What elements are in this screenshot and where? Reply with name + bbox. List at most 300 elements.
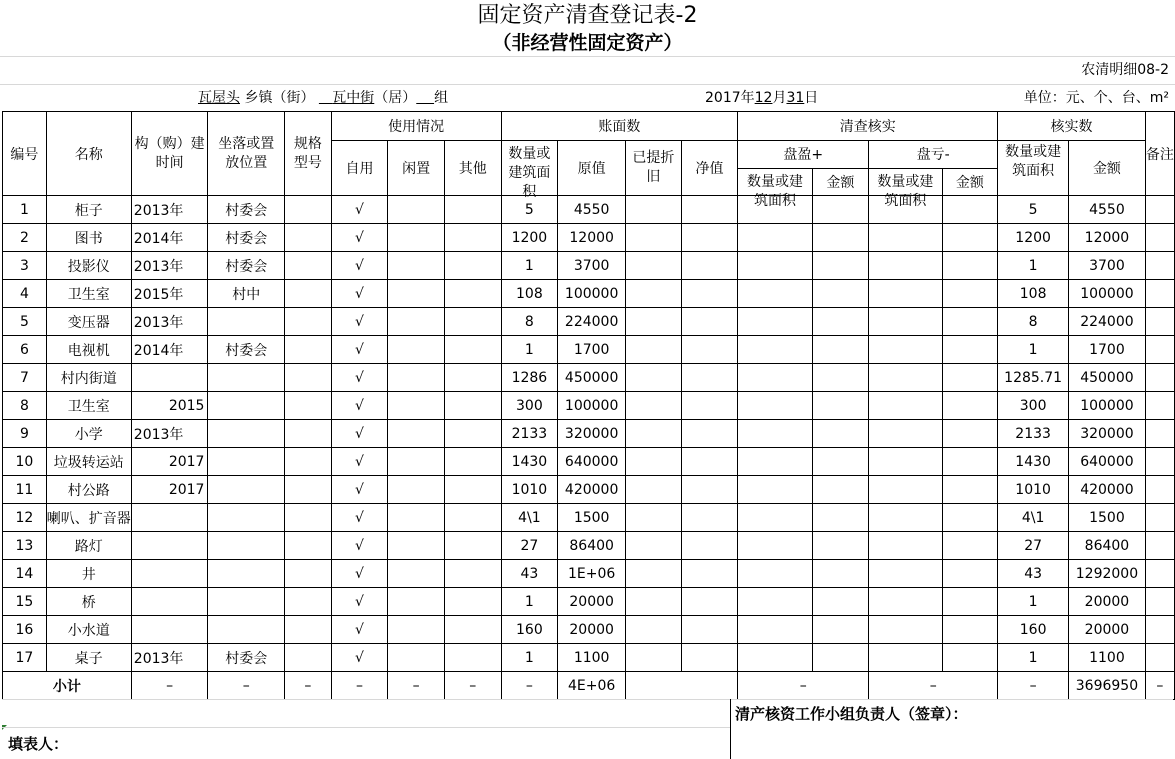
row-verified-qty: 1 <box>998 644 1069 672</box>
row-surplus-amount <box>812 364 869 392</box>
subtotal-spec: – <box>285 672 332 700</box>
row-book-orig: 4550 <box>558 196 626 224</box>
table-row <box>3 560 1175 588</box>
col-idle: 闲置 <box>388 141 445 196</box>
row-location: 村委会 <box>208 224 285 252</box>
row-deficit-amount <box>942 196 998 224</box>
table-row <box>3 588 1175 616</box>
col-book-dep: 已提折旧 <box>626 141 682 196</box>
row-built-time: 2013年 <box>131 308 208 336</box>
township-value: 瓦屋头 <box>198 90 240 106</box>
row-book-dep <box>626 560 682 588</box>
row-surplus-amount <box>812 504 869 532</box>
row-spec <box>285 280 332 308</box>
row-location <box>208 392 285 420</box>
row-self-use: √ <box>331 588 388 616</box>
row-book-net <box>681 616 738 644</box>
subtotal-book-orig: 4E+06 <box>558 672 626 700</box>
row-book-qty: 1 <box>501 644 558 672</box>
row-remark <box>1145 308 1174 336</box>
row-verified-amount: 100000 <box>1069 392 1146 420</box>
row-name: 喇叭、扩音器 <box>46 504 131 532</box>
row-surplus-qty <box>738 644 812 672</box>
table-row <box>3 532 1175 560</box>
row-built-time: 2014年 <box>131 336 208 364</box>
row-deficit-amount <box>942 420 998 448</box>
row-built-time: 2013年 <box>131 252 208 280</box>
row-surplus-qty <box>738 560 812 588</box>
col-book: 账面数 <box>501 112 738 141</box>
row-book-orig: 450000 <box>558 364 626 392</box>
col-name: 名称 <box>46 112 131 196</box>
filler-label: 填表人： <box>8 735 69 753</box>
row-deficit-amount <box>942 252 998 280</box>
row-verified-amount: 640000 <box>1069 448 1146 476</box>
row-built-time <box>131 364 208 392</box>
row-surplus-amount <box>812 560 869 588</box>
row-spec <box>285 420 332 448</box>
row-book-qty: 1430 <box>501 448 558 476</box>
row-book-dep <box>626 224 682 252</box>
row-no: 11 <box>3 476 47 504</box>
row-name: 村公路 <box>46 476 131 504</box>
subtotal-other: – <box>444 672 501 700</box>
row-no: 17 <box>3 644 47 672</box>
row-deficit-qty <box>869 308 942 336</box>
row-built-time: 2013年 <box>131 644 208 672</box>
row-verified-amount: 3700 <box>1069 252 1146 280</box>
row-verified-qty: 1200 <box>998 224 1069 252</box>
row-surplus-qty <box>738 448 812 476</box>
row-book-net <box>681 364 738 392</box>
row-other <box>444 336 501 364</box>
row-book-qty: 1 <box>501 336 558 364</box>
row-idle <box>388 532 445 560</box>
row-deficit-amount <box>942 560 998 588</box>
row-self-use: √ <box>331 504 388 532</box>
row-self-use: √ <box>331 308 388 336</box>
row-surplus-amount <box>812 308 869 336</box>
row-other <box>444 364 501 392</box>
row-location <box>208 308 285 336</box>
row-book-orig: 224000 <box>558 308 626 336</box>
row-deficit-amount <box>942 392 998 420</box>
row-remark <box>1145 336 1174 364</box>
row-book-orig: 86400 <box>558 532 626 560</box>
subtotal-label: 小计 <box>3 672 132 700</box>
row-idle <box>388 448 445 476</box>
row-self-use: √ <box>331 392 388 420</box>
row-spec <box>285 224 332 252</box>
row-book-orig: 1E+06 <box>558 560 626 588</box>
row-location <box>208 420 285 448</box>
row-remark <box>1145 364 1174 392</box>
row-name: 垃圾转运站 <box>46 448 131 476</box>
row-verified-amount: 86400 <box>1069 532 1146 560</box>
street-value: 瓦中街 <box>332 90 375 106</box>
row-name: 小水道 <box>46 616 131 644</box>
row-book-qty: 27 <box>501 532 558 560</box>
row-name: 卫生室 <box>46 392 131 420</box>
row-name: 投影仪 <box>46 252 131 280</box>
row-verified-qty: 5 <box>998 196 1069 224</box>
row-book-orig: 20000 <box>558 616 626 644</box>
row-deficit-qty <box>869 364 942 392</box>
row-location <box>208 560 285 588</box>
row-built-time <box>131 616 208 644</box>
row-book-qty: 1286 <box>501 364 558 392</box>
row-remark <box>1145 560 1174 588</box>
row-deficit-qty <box>869 588 942 616</box>
row-verified-amount: 1700 <box>1069 336 1146 364</box>
row-spec <box>285 364 332 392</box>
row-book-net <box>681 532 738 560</box>
row-verified-amount: 100000 <box>1069 280 1146 308</box>
row-self-use: √ <box>331 644 388 672</box>
row-book-dep <box>626 532 682 560</box>
col-other: 其他 <box>444 141 501 196</box>
row-book-dep <box>626 420 682 448</box>
row-book-net <box>681 476 738 504</box>
row-book-net <box>681 308 738 336</box>
row-deficit-qty <box>869 532 942 560</box>
row-self-use: √ <box>331 196 388 224</box>
row-name: 电视机 <box>46 336 131 364</box>
row-book-dep <box>626 252 682 280</box>
row-other <box>444 280 501 308</box>
row-surplus-qty <box>738 336 812 364</box>
row-remark <box>1145 504 1174 532</box>
row-location: 村委会 <box>208 644 285 672</box>
row-verified-amount: 12000 <box>1069 224 1146 252</box>
row-book-orig: 3700 <box>558 252 626 280</box>
table-row <box>3 196 1175 224</box>
row-remark <box>1145 196 1174 224</box>
row-surplus-amount <box>812 224 869 252</box>
row-verified-qty: 1 <box>998 588 1069 616</box>
row-deficit-amount <box>942 280 998 308</box>
row-location <box>208 532 285 560</box>
row-deficit-qty <box>869 560 942 588</box>
col-verified: 核实数 <box>998 112 1146 141</box>
row-surplus-amount <box>812 252 869 280</box>
row-surplus-qty <box>738 280 812 308</box>
row-other <box>444 560 501 588</box>
row-built-time: 2017 <box>131 476 208 504</box>
row-other <box>444 224 501 252</box>
row-surplus-amount <box>812 196 869 224</box>
row-book-qty: 1 <box>501 252 558 280</box>
row-book-orig: 100000 <box>558 280 626 308</box>
asset-table <box>2 111 1175 700</box>
row-name: 桌子 <box>46 644 131 672</box>
row-surplus-qty <box>738 392 812 420</box>
row-self-use: √ <box>331 336 388 364</box>
table-row <box>3 252 1175 280</box>
row-surplus-amount <box>812 588 869 616</box>
row-verified-amount: 320000 <box>1069 420 1146 448</box>
row-self-use: √ <box>331 476 388 504</box>
table-row <box>3 476 1175 504</box>
row-spec <box>285 616 332 644</box>
row-built-time: 2017 <box>131 448 208 476</box>
row-built-time <box>131 588 208 616</box>
subtotal-verified-qty: – <box>998 672 1069 700</box>
row-verified-qty: 2133 <box>998 420 1069 448</box>
row-surplus-qty <box>738 504 812 532</box>
row-no: 4 <box>3 280 47 308</box>
row-no: 6 <box>3 336 47 364</box>
row-no: 14 <box>3 560 47 588</box>
col-verified-qty: 数量或建筑面积 <box>998 141 1069 196</box>
row-name: 变压器 <box>46 308 131 336</box>
row-book-net <box>681 196 738 224</box>
row-book-qty: 160 <box>501 616 558 644</box>
table-row <box>3 448 1175 476</box>
row-spec <box>285 392 332 420</box>
row-book-net <box>681 392 738 420</box>
row-verified-qty: 1430 <box>998 448 1069 476</box>
row-other <box>444 196 501 224</box>
row-verified-qty: 160 <box>998 616 1069 644</box>
col-surplus-qty: 数量或建筑面积 <box>738 168 812 196</box>
table-row <box>3 504 1175 532</box>
subtotal-row <box>3 672 1175 700</box>
row-spec <box>285 588 332 616</box>
row-idle <box>388 392 445 420</box>
col-spec: 规格型号 <box>285 112 332 196</box>
col-verified-amount: 金额 <box>1069 141 1146 196</box>
row-surplus-qty <box>738 476 812 504</box>
row-verified-qty: 4\1 <box>998 504 1069 532</box>
row-location: 村委会 <box>208 196 285 224</box>
row-self-use: √ <box>331 560 388 588</box>
table-row <box>3 616 1175 644</box>
row-surplus-amount <box>812 476 869 504</box>
row-book-qty: 300 <box>501 392 558 420</box>
col-location: 坐落或置放位置 <box>208 112 285 196</box>
row-spec <box>285 476 332 504</box>
row-deficit-amount <box>942 224 998 252</box>
row-deficit-amount <box>942 644 998 672</box>
col-self-use: 自用 <box>331 141 388 196</box>
row-deficit-amount <box>942 616 998 644</box>
row-location: 村委会 <box>208 336 285 364</box>
row-idle <box>388 252 445 280</box>
row-book-orig: 100000 <box>558 392 626 420</box>
row-name: 村内街道 <box>46 364 131 392</box>
row-verified-qty: 108 <box>998 280 1069 308</box>
row-no: 13 <box>3 532 47 560</box>
row-book-net <box>681 224 738 252</box>
row-book-qty: 43 <box>501 560 558 588</box>
row-book-orig: 12000 <box>558 224 626 252</box>
subtotal-book-dep <box>626 672 738 700</box>
col-surplus: 盘盈+ <box>738 141 869 169</box>
row-book-dep <box>626 476 682 504</box>
row-idle <box>388 224 445 252</box>
row-book-qty: 108 <box>501 280 558 308</box>
table-row <box>3 280 1175 308</box>
row-verified-amount: 224000 <box>1069 308 1146 336</box>
row-no: 8 <box>3 392 47 420</box>
col-deficit-amount: 金额 <box>942 168 998 196</box>
row-other <box>444 448 501 476</box>
row-deficit-amount <box>942 308 998 336</box>
table-row <box>3 392 1175 420</box>
row-remark <box>1145 532 1174 560</box>
row-book-dep <box>626 588 682 616</box>
row-surplus-amount <box>812 448 869 476</box>
row-remark <box>1145 616 1174 644</box>
row-location <box>208 448 285 476</box>
row-book-orig: 1100 <box>558 644 626 672</box>
row-verified-qty: 1010 <box>998 476 1069 504</box>
row-idle <box>388 588 445 616</box>
row-deficit-amount <box>942 504 998 532</box>
row-deficit-amount <box>942 476 998 504</box>
row-deficit-qty <box>869 420 942 448</box>
page-title: 固定资产清查登记表-2 <box>477 3 698 28</box>
row-other <box>444 392 501 420</box>
row-spec <box>285 532 332 560</box>
row-book-qty: 2133 <box>501 420 558 448</box>
row-spec <box>285 308 332 336</box>
row-built-time <box>131 504 208 532</box>
row-location <box>208 476 285 504</box>
row-verified-amount: 420000 <box>1069 476 1146 504</box>
row-name: 柜子 <box>46 196 131 224</box>
row-book-net <box>681 280 738 308</box>
row-surplus-amount <box>812 392 869 420</box>
col-deficit: 盘亏- <box>869 141 998 169</box>
row-idle <box>388 308 445 336</box>
row-deficit-qty <box>869 644 942 672</box>
col-no: 编号 <box>3 112 47 196</box>
subtotal-self-use: – <box>331 672 388 700</box>
row-surplus-amount <box>812 532 869 560</box>
row-deficit-qty <box>869 616 942 644</box>
row-idle <box>388 476 445 504</box>
row-book-orig: 20000 <box>558 588 626 616</box>
row-built-time: 2015年 <box>131 280 208 308</box>
row-self-use: √ <box>331 364 388 392</box>
row-verified-amount: 450000 <box>1069 364 1146 392</box>
row-book-qty: 1 <box>501 588 558 616</box>
row-verified-amount: 1292000 <box>1069 560 1146 588</box>
row-self-use: √ <box>331 616 388 644</box>
subtotal-deficit: – <box>869 672 998 700</box>
row-book-net <box>681 588 738 616</box>
row-other <box>444 504 501 532</box>
row-other <box>444 616 501 644</box>
row-name: 小学 <box>46 420 131 448</box>
township-label: 乡镇（街） <box>244 90 315 106</box>
row-deficit-qty <box>869 280 942 308</box>
col-surplus-amount: 金额 <box>812 168 869 196</box>
row-book-net <box>681 560 738 588</box>
row-deficit-qty <box>869 392 942 420</box>
row-idle <box>388 504 445 532</box>
location-info <box>198 86 448 110</box>
row-no: 16 <box>3 616 47 644</box>
row-location <box>208 364 285 392</box>
row-surplus-qty <box>738 224 812 252</box>
row-no: 1 <box>3 196 47 224</box>
row-no: 3 <box>3 252 47 280</box>
row-book-orig: 640000 <box>558 448 626 476</box>
table-row <box>3 308 1175 336</box>
row-no: 2 <box>3 224 47 252</box>
row-idle <box>388 364 445 392</box>
row-book-dep <box>626 196 682 224</box>
row-book-orig: 1700 <box>558 336 626 364</box>
row-verified-amount: 1100 <box>1069 644 1146 672</box>
row-verified-qty: 1285.71 <box>998 364 1069 392</box>
row-other <box>444 420 501 448</box>
row-verified-amount: 20000 <box>1069 616 1146 644</box>
row-book-net <box>681 252 738 280</box>
row-book-dep <box>626 392 682 420</box>
row-deficit-qty <box>869 476 942 504</box>
row-surplus-qty <box>738 420 812 448</box>
row-surplus-amount <box>812 644 869 672</box>
row-surplus-amount <box>812 420 869 448</box>
subtotal-built: – <box>131 672 208 700</box>
row-remark <box>1145 448 1174 476</box>
row-spec <box>285 644 332 672</box>
row-location <box>208 504 285 532</box>
row-surplus-qty <box>738 588 812 616</box>
row-verified-qty: 43 <box>998 560 1069 588</box>
row-built-time <box>131 532 208 560</box>
row-book-dep <box>626 364 682 392</box>
row-remark <box>1145 392 1174 420</box>
row-spec <box>285 196 332 224</box>
row-deficit-amount <box>942 364 998 392</box>
row-remark <box>1145 476 1174 504</box>
row-built-time: 2013年 <box>131 420 208 448</box>
row-book-orig: 420000 <box>558 476 626 504</box>
row-deficit-qty <box>869 252 942 280</box>
table-row <box>3 336 1175 364</box>
row-self-use: √ <box>331 252 388 280</box>
row-name: 图书 <box>46 224 131 252</box>
row-remark <box>1145 224 1174 252</box>
row-spec <box>285 252 332 280</box>
row-idle <box>388 280 445 308</box>
row-verified-qty: 1 <box>998 252 1069 280</box>
col-book-qty: 数量或建筑面积 <box>501 141 558 196</box>
row-book-dep <box>626 336 682 364</box>
row-book-orig: 320000 <box>558 420 626 448</box>
form-code: 农清明细08-2 <box>1081 62 1169 78</box>
row-book-dep <box>626 504 682 532</box>
subtotal-idle: – <box>388 672 445 700</box>
row-deficit-amount <box>942 336 998 364</box>
row-no: 5 <box>3 308 47 336</box>
row-book-dep <box>626 644 682 672</box>
row-built-time <box>131 560 208 588</box>
leader-signature: 清产核资工作小组负责人（签章）： <box>735 705 968 723</box>
row-spec <box>285 560 332 588</box>
row-other <box>444 252 501 280</box>
row-spec <box>285 448 332 476</box>
row-book-net <box>681 644 738 672</box>
row-idle <box>388 336 445 364</box>
row-verified-qty: 300 <box>998 392 1069 420</box>
row-deficit-qty <box>869 336 942 364</box>
